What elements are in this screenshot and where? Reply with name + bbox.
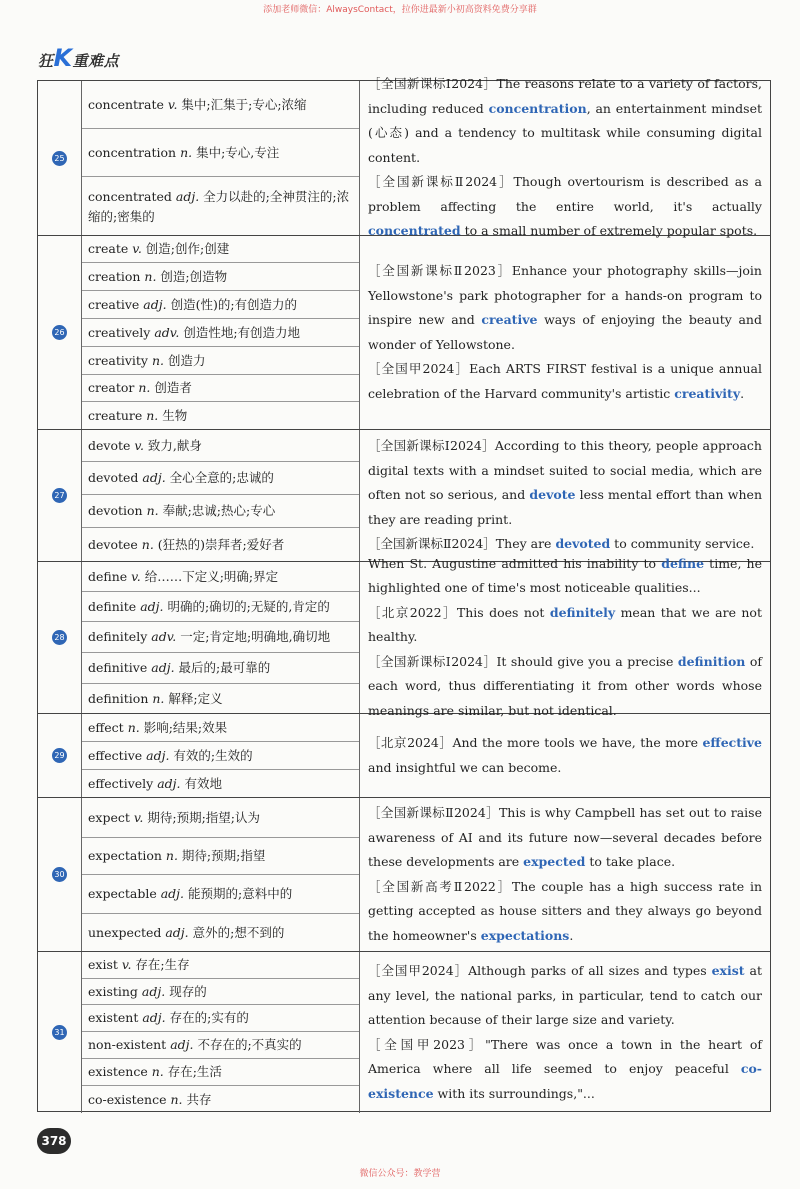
example-sentence: When St. Augustine admitted his inability to define time, he highlighted one of time's most noticeable qualities... (368, 555, 763, 596)
word-definition: define v. 给……下定义;明确;界定 (88, 568, 279, 584)
example-sentences (360, 798, 770, 951)
example-sentence: ［全国新课标Ⅱ2024］They are devoted to community service. (368, 536, 755, 552)
word-entry (82, 375, 359, 402)
table-row (38, 430, 770, 562)
example-sentences (360, 714, 770, 797)
table-row (38, 76, 770, 239)
word-definition: devotee n. (狂热的)崇拜者;爱好者 (88, 537, 285, 552)
highlighted-word: definition (677, 653, 746, 669)
highlighted-word: creativity (674, 385, 741, 401)
example-sentences (360, 952, 770, 1113)
word-definition: existing adj. 现存的 (88, 983, 207, 999)
part-of-speech: n. (141, 537, 154, 552)
table-row (38, 555, 770, 718)
word-definition: definitely adv. 一定;肯定地;明确地,确切地 (88, 629, 331, 644)
word-entry (82, 495, 359, 528)
top-watermark-note: 添加老师微信：AlwaysContact，拉你进最新小初高资料免费分享群 (263, 5, 537, 15)
example-sentence: ［全国甲2024］Each ARTS FIRST festival is a unique annual celebration of the Harvard community's artistic creativity. (368, 361, 762, 401)
word-entry (82, 347, 359, 375)
word-definition: creator n. 创造者 (88, 380, 192, 395)
word-entry (82, 1086, 359, 1113)
part-of-speech: v. (121, 957, 132, 972)
word-definition: devotion n. 奉献;忠诚;热心;专心 (88, 503, 276, 518)
word-family-column (82, 81, 360, 235)
word-family-column (82, 952, 360, 1113)
word-entry (82, 236, 359, 263)
brand-post: 重难点 (72, 52, 120, 70)
part-of-speech: adv. (151, 629, 177, 644)
part-of-speech: adj. (141, 983, 166, 999)
word-entry (82, 742, 359, 770)
entry-number-cell (38, 236, 82, 429)
word-entry (82, 714, 359, 742)
part-of-speech: n. (127, 719, 140, 735)
brand-logo (38, 44, 119, 72)
word-definition: definite adj. 明确的;确切的;无疑的,肯定的 (88, 598, 330, 614)
highlighted-word: concentrated (368, 223, 461, 239)
example-sentences (360, 236, 770, 429)
part-of-speech: adj. (165, 925, 189, 940)
word-definition: creative adj. 创造(性)的;有创造力的 (88, 296, 298, 312)
word-definition: effective adj. 有效的;生效的 (88, 747, 253, 763)
word-entry (82, 1005, 359, 1032)
word-definition: concentrate v. 集中;汇集于;专心;浓缩 (88, 96, 307, 112)
part-of-speech: n. (180, 144, 193, 160)
entry-number-badge: 30 (52, 867, 67, 882)
highlighted-word: exist (711, 963, 745, 978)
part-of-speech: v. (133, 809, 144, 825)
table-row (38, 952, 770, 1113)
example-sentence: ［全国新课标Ⅰ2024］According to this theory, people approach digital texts with a mindset suited to social media, which are often not so serious, and devote less mental effort than when they are reading print. (368, 438, 762, 527)
word-entry (82, 263, 359, 291)
word-entry (82, 177, 359, 236)
highlighted-word: effective (702, 735, 762, 750)
word-entry (82, 291, 359, 319)
entry-number-badge: 31 (52, 1025, 67, 1040)
part-of-speech: n. (151, 352, 164, 368)
word-entry (82, 952, 359, 979)
word-definition: concentrated adj. 全力以赴的;全神贯注的;浓缩的;密集的 (88, 188, 350, 224)
part-of-speech: adj. (146, 747, 170, 763)
highlighted-word: devoted (555, 536, 611, 552)
word-entry (82, 684, 359, 714)
part-of-speech: v. (167, 96, 178, 112)
part-of-speech: adj. (140, 598, 164, 614)
part-of-speech: adv. (154, 324, 180, 340)
word-definition: devote v. 致力,献身 (88, 437, 202, 453)
word-entry (82, 592, 359, 622)
part-of-speech: adj. (175, 188, 200, 204)
word-entry (82, 979, 359, 1005)
entry-number-badge: 26 (52, 325, 67, 340)
word-entry (82, 430, 359, 462)
word-entry (82, 562, 359, 592)
word-entry (82, 319, 359, 347)
part-of-speech: adj. (142, 1010, 166, 1025)
entry-number-cell (38, 562, 82, 713)
word-definition: devoted adj. 全心全意的;忠诚的 (88, 470, 274, 485)
word-definition: effectively adj. 有效地 (88, 776, 222, 791)
highlighted-word: concentration (488, 100, 587, 116)
part-of-speech: n. (151, 1064, 164, 1079)
highlighted-word: definitely (549, 604, 616, 620)
brand-k: K (53, 44, 73, 72)
word-entry (82, 402, 359, 430)
part-of-speech: v. (132, 241, 142, 256)
word-definition: co-existence n. 共存 (88, 1091, 212, 1107)
example-sentences (360, 76, 770, 239)
word-family-column (82, 236, 360, 429)
part-of-speech: n. (170, 1091, 183, 1107)
highlighted-word: devote (529, 487, 576, 503)
word-definition: effect n. 影响;结果;效果 (88, 719, 228, 735)
part-of-speech: n. (146, 503, 159, 518)
highlighted-word: co-existence (368, 1061, 762, 1101)
entry-number-badge: 29 (52, 748, 67, 763)
brand-pre: 狂 (38, 52, 54, 70)
word-entry (82, 770, 359, 798)
highlighted-word: define (661, 555, 705, 571)
word-entry (82, 798, 359, 838)
example-sentence: ［全国新课标Ⅱ2024］Though overtourism is described as a problem affecting the entire world, it's actually concentrated to a small number of extremely popular spots. (368, 174, 762, 239)
word-definition: expectation n. 期待;预期;指望 (88, 848, 266, 863)
entry-number-cell (38, 81, 82, 235)
word-definition: expect v. 期待;预期;指望;认为 (88, 809, 261, 825)
word-family-column (82, 714, 360, 797)
example-sentence: ［北京2022］This does not definitely mean that we are not healthy. (368, 604, 762, 645)
word-definition: definition n. 解释;定义 (88, 691, 223, 706)
word-family-column (82, 562, 360, 713)
part-of-speech: n. (152, 691, 165, 706)
example-sentence: ［全国新课标Ⅱ2023］Enhance your photography skills—join Yellowstone's park photographer for a hands-on program to inspire new and creative ways of enjoying the beauty and wonder of Yellowstone. (368, 263, 762, 352)
example-sentence: ［北京2024］And the more tools we have, the more effective and insightful we can become. (368, 735, 762, 775)
part-of-speech: v. (134, 437, 144, 453)
part-of-speech: n. (144, 268, 157, 284)
part-of-speech: adj. (142, 470, 166, 485)
page-number: 378 (37, 1128, 71, 1154)
part-of-speech: adj. (160, 886, 185, 901)
part-of-speech: adj. (143, 296, 167, 312)
entry-number-cell (38, 430, 82, 561)
example-sentence: ［全国甲2024］Although parks of all sizes and types exist at any level, the national parks, in particular, tend to catch our attention because of their large size and variety. (368, 963, 762, 1027)
example-sentence: ［全国甲2023］"There was once a town in the heart of America where all life seemed to enjoy peaceful co-existence with its surroundings,"... (368, 1036, 762, 1101)
table-row (38, 236, 770, 430)
part-of-speech: n. (146, 408, 159, 423)
example-sentence: ［全国新课标Ⅱ2024］This is why Campbell has set out to raise awareness of AI and its future now—several decades before these developments are expected to take place. (368, 805, 762, 869)
word-definition: non-existent adj. 不存在的;不真实的 (88, 1037, 302, 1052)
table-row (38, 714, 770, 798)
entry-number-cell (38, 798, 82, 951)
word-definition: definitive adj. 最后的;最可靠的 (88, 660, 271, 675)
word-family-column (82, 430, 360, 561)
word-entry (82, 838, 359, 875)
word-definition: concentration n. 集中;专心,专注 (88, 144, 280, 160)
entry-number-badge: 27 (52, 488, 67, 503)
word-entry (82, 1059, 359, 1086)
vocabulary-table (37, 76, 771, 1112)
word-entry (82, 528, 359, 562)
example-sentences (360, 430, 770, 561)
example-sentence: ［全国新课标Ⅰ2024］It should give you a precise definition of each word, thus differentiating it from other words whose meanings are similar, but not identical. (368, 653, 762, 718)
word-definition: expectable adj. 能预期的;意料中的 (88, 886, 293, 901)
word-definition: exist v. 存在;生存 (88, 957, 190, 972)
entry-number-cell (38, 714, 82, 797)
part-of-speech: adj. (157, 776, 181, 791)
word-definition: existence n. 存在;生活 (88, 1064, 222, 1079)
word-definition: creatively adv. 创造性地;有创造力地 (88, 324, 301, 340)
highlighted-word: expected (523, 854, 586, 869)
entry-number-cell (38, 952, 82, 1113)
word-entry (82, 653, 359, 684)
word-entry (82, 914, 359, 952)
entry-number-badge: 25 (52, 151, 67, 166)
word-family-column (82, 798, 360, 951)
word-definition: creation n. 创造;创造物 (88, 268, 228, 284)
word-entry (82, 1032, 359, 1059)
word-definition: existent adj. 存在的;实有的 (88, 1010, 249, 1025)
part-of-speech: v. (131, 568, 141, 584)
example-sentence: ［全国新课标Ⅰ2024］The reasons relate to a variety of factors, including reduced concentration, an entertainment mindset (心态) and a tendency to multitask while consuming digital content. (368, 76, 762, 165)
word-definition: unexpected adj. 意外的;想不到的 (88, 925, 285, 940)
word-entry (82, 622, 359, 653)
word-entry (82, 81, 359, 129)
part-of-speech: adj. (170, 1037, 194, 1052)
highlighted-word: expectations (480, 927, 570, 943)
word-definition: creativity n. 创造力 (88, 352, 206, 368)
table-row (38, 798, 770, 952)
example-sentence: ［全国新高考Ⅱ2022］The couple has a high success rate in getting accepted as house sitters and they always go beyond the homeowner's expectations. (368, 878, 762, 943)
word-entry (82, 875, 359, 914)
part-of-speech: n. (165, 848, 178, 863)
word-definition: create v. 创造;创作;创建 (88, 241, 230, 256)
part-of-speech: n. (138, 380, 151, 395)
footer-note: 微信公众号：教学营 (359, 1169, 441, 1179)
highlighted-word: creative (481, 312, 538, 327)
word-definition: creature n. 生物 (88, 408, 188, 423)
part-of-speech: adj. (151, 660, 175, 675)
example-sentences (360, 555, 770, 718)
entry-number-badge: 28 (52, 630, 67, 645)
word-entry (82, 462, 359, 495)
word-entry (82, 129, 359, 177)
